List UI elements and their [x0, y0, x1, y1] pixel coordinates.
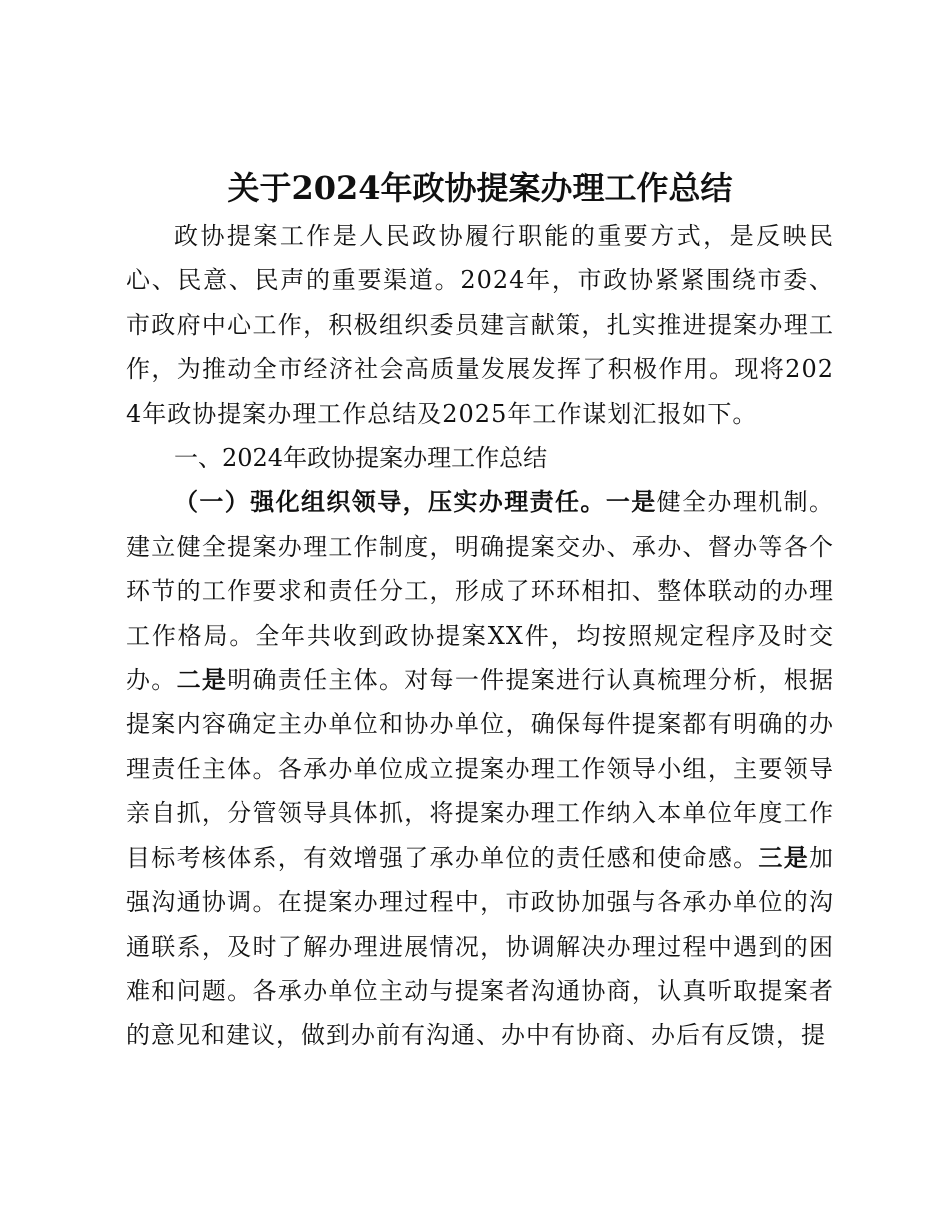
subsection-heading: （一）强化组织领导，压实办理责任。: [174, 487, 606, 517]
document-title: 关于2024年政协提案办理工作总结: [227, 169, 733, 207]
document-page: [126, 168, 834, 1058]
point-3-text: 加强沟通协调。在提案办理过程中，市政协加强与各承办单位的沟通联系，及时了解办理进展情况，协调解决办理过程中遇到的困难和问题。各承办单位主动与提案者沟通协商，认真听取提案者的意见和建议，做到办前有沟通、办中有协商、办后有反馈，提: [126, 843, 834, 1050]
point-1-text: 健全办理机制。建立健全提案办理工作制度，明确提案交办、承办、督办等各个环节的工作要求和责任分工，形成了环环相扣、整体联动的办理工作格局。全年共收到政协提案XX件，均按照规定程序及时交办。: [126, 488, 835, 695]
point-1-label: 一是: [605, 487, 657, 517]
intro-paragraph: 政协提案工作是人民政协履行职能的重要方式，是反映民心、民意、民声的重要渠道。2024年，市政协紧紧围绕市委、市政府中心工作，积极组织委员建言献策，扎实推进提案办理工作，为推动全市经济社会高质量发展发挥了积极作用。现将2024年政协提案办理工作总结及2025年工作谋划汇报如下。: [126, 222, 834, 428]
point-2-text: 明确责任主体。对每一件提案进行认真梳理分析，根据提案内容确定主办单位和协办单位，确保每件提案都有明确的办理责任主体。各承办单位成立提案办理工作领导小组，主要领导亲自抓，分管领导具体抓，将提案办理工作纳入本单位年度工作目标考核体系，有效增强了承办单位的责任感和使命感。: [126, 666, 835, 872]
subsection-paragraph: [126, 480, 834, 1057]
section-heading: 一、2024年政协提案办理工作总结: [174, 444, 548, 473]
point-2-label: 二是: [176, 665, 228, 695]
point-3-label: 三是: [758, 842, 809, 872]
